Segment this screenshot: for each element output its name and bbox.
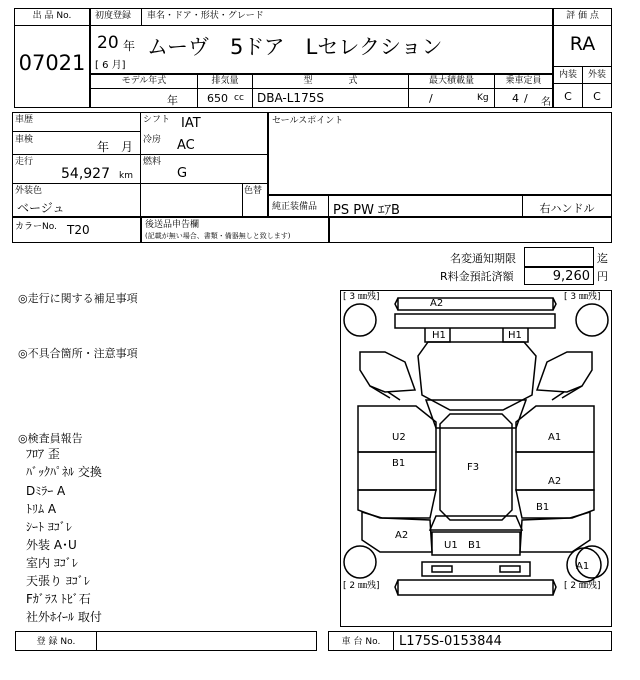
vehicle-header-box [90,8,553,74]
first-registration-month: [ 6 月] [95,60,126,71]
report-line: Fｶﾞﾗｽ ﾄﾋﾞ石 [26,592,91,606]
model-code: DBA-L175S [257,91,324,105]
name-change-label: 名変通知期限 [450,252,516,265]
capacity: 4 [512,92,519,105]
mark-spare-wheel: A1 [576,561,590,572]
max-load-slash: / [429,92,433,105]
equipment-box [268,195,612,217]
spec-table [90,74,553,108]
chassis-number-box [328,631,612,651]
mark-backdoor-right: B1 [468,540,482,551]
exterior-color-label: 外装色 [15,186,43,196]
recycle-fee-field [524,267,594,285]
fuel: G [177,166,188,181]
recycle-fee: 9,260 [552,269,590,284]
rear-left-tire [344,546,376,578]
driving-notes-title: ◎走行に関する補足事項 [18,292,138,305]
shift: IAT [181,116,201,131]
aircon-label: 冷房 [143,135,162,145]
inspector-report-title: ◎検査員報告 [18,432,83,445]
mark-front-bumper: A2 [430,298,444,309]
displacement-unit: cc [234,93,244,103]
report-line: Dﾐﾗｰ A [26,484,66,498]
inspection-year-unit: 年 [97,140,110,154]
first-registration-label: 初度登録 [95,11,132,21]
steering-side: 右ハンドル [539,202,595,215]
car-diagram [340,290,612,627]
exterior-grade: C [593,90,601,103]
registration-number-label: 登 録 No. [36,637,76,647]
mileage-label: 走行 [15,157,34,167]
capacity-slash: / [524,92,528,105]
mark-left-rear-fender: A2 [395,530,409,541]
rating-score: RA [569,33,596,55]
mark-backdoor-left: U1 [444,540,458,551]
name-change-field [524,247,594,267]
rating-label: 評 価 点 [566,11,599,21]
tire-rear-right-label: [ 2 ㎜残] [564,581,601,591]
lot-number-label: 出 品 No. [32,11,72,21]
rating-box [553,8,612,108]
mileage: 54,927 [61,166,110,182]
inspection-label: 車検 [15,135,34,145]
right-side-mirror [552,386,582,400]
equipment-label: 純正装備品 [272,202,318,212]
max-load-unit: Kg [477,93,489,103]
model-year-label: モデル年式 [121,76,167,86]
front-left-tire [344,304,376,336]
report-line: 社外ﾎｲｰﾙ 取付 [26,610,102,624]
mileage-unit: km [119,171,133,181]
front-grille [395,314,555,328]
max-load-label: 最大積載量 [428,76,474,86]
displacement-label: 排気量 [211,76,239,86]
color-number: T20 [67,223,90,237]
report-line: ﾌﾛｱ 歪 [26,447,60,461]
inspection-month-unit: 月 [121,140,134,154]
history-label: 車歴 [15,115,34,125]
model-code-label: 型 式 [303,76,358,86]
rear-window [430,516,522,530]
front-right-tire [576,304,608,336]
chassis-number: L175S-0153844 [399,634,502,649]
shift-label: シフト [143,115,171,125]
rear-bumper [395,580,556,595]
chassis-number-label: 車 台 No. [341,637,381,647]
report-line: ﾊﾞｯｸﾊﾟﾈﾙ 交換 [26,465,102,479]
mark-headlight-right: H1 [508,330,522,341]
capacity-label: 乗車定員 [505,76,542,86]
exterior-label: 外装 [587,70,606,80]
aftermarket-note: (記載が無い場合、書類・備器無しと致します) [145,232,291,240]
left-front-door [358,406,436,452]
first-registration-year: 20 [97,33,119,53]
report-line: 室内 ﾖｺﾞﾚ [26,556,78,570]
mark-right-quarter: B1 [536,502,550,513]
name-change-unit: 迄 [597,252,608,265]
recycle-fee-label: R料金預託済額 [440,270,514,283]
rear-lamp [422,562,530,576]
lot-number-box [14,8,90,108]
mark-right-rear-door: A2 [548,476,562,487]
interior-grade: C [564,90,572,103]
report-line: 外装 A･U [26,538,77,552]
displacement: 650 [207,92,228,105]
mark-right-front-door: A1 [548,432,562,443]
model-year-unit: 年 [167,94,178,107]
sales-point-box [268,112,612,195]
color-change-label: 色替 [244,186,263,196]
exterior-color: ベージュ [17,201,65,215]
report-line: ｼｰﾄ ﾖｺﾞﾚ [26,520,72,534]
mark-roof: F3 [467,462,480,473]
lot-number: 07021 [18,51,86,75]
sales-point-label: セールスポイント [272,116,344,126]
color-number-label: カラーNo. [15,222,57,232]
tire-front-left-label: [ 3 ㎜残] [343,292,380,302]
color-number-box [12,217,141,243]
interior-label: 内装 [558,70,577,80]
mark-left-front-door: U2 [392,432,406,443]
report-line: 天張り ﾖｺﾞﾚ [26,574,90,588]
car-name: ムーヴ 5ドア Lセレクション [147,35,443,59]
mark-left-rear-door: B1 [392,458,406,469]
mark-headlight-left: H1 [432,330,446,341]
right-front-door [516,406,594,452]
aftermarket-label: 後送品申告欄 [145,220,200,230]
registration-number-box [15,631,317,651]
details-left [12,112,268,217]
tire-front-right-label: [ 3 ㎜残] [564,292,601,302]
tire-rear-left-label: [ 2 ㎜残] [343,581,380,591]
first-registration-year-unit: 年 [123,39,136,53]
aircon: AC [177,138,195,153]
capacity-unit: 名 [541,97,551,108]
left-front-fender [360,352,415,392]
left-side-mirror [370,386,400,400]
fuel-label: 燃料 [143,157,162,167]
car-name-label: 車名・ドア・形状・グレード [147,11,264,21]
recycle-fee-unit: 円 [597,270,608,283]
equipment: PS PW ｴｱB [333,203,400,218]
report-line: ﾄﾘﾑ A [26,502,57,516]
aftermarket-box [141,217,329,243]
right-front-fender [537,352,592,392]
defects-title: ◎不具合箇所・注意事項 [18,347,138,360]
aftermarket-value-box [329,217,612,243]
front-bumper [395,298,556,310]
